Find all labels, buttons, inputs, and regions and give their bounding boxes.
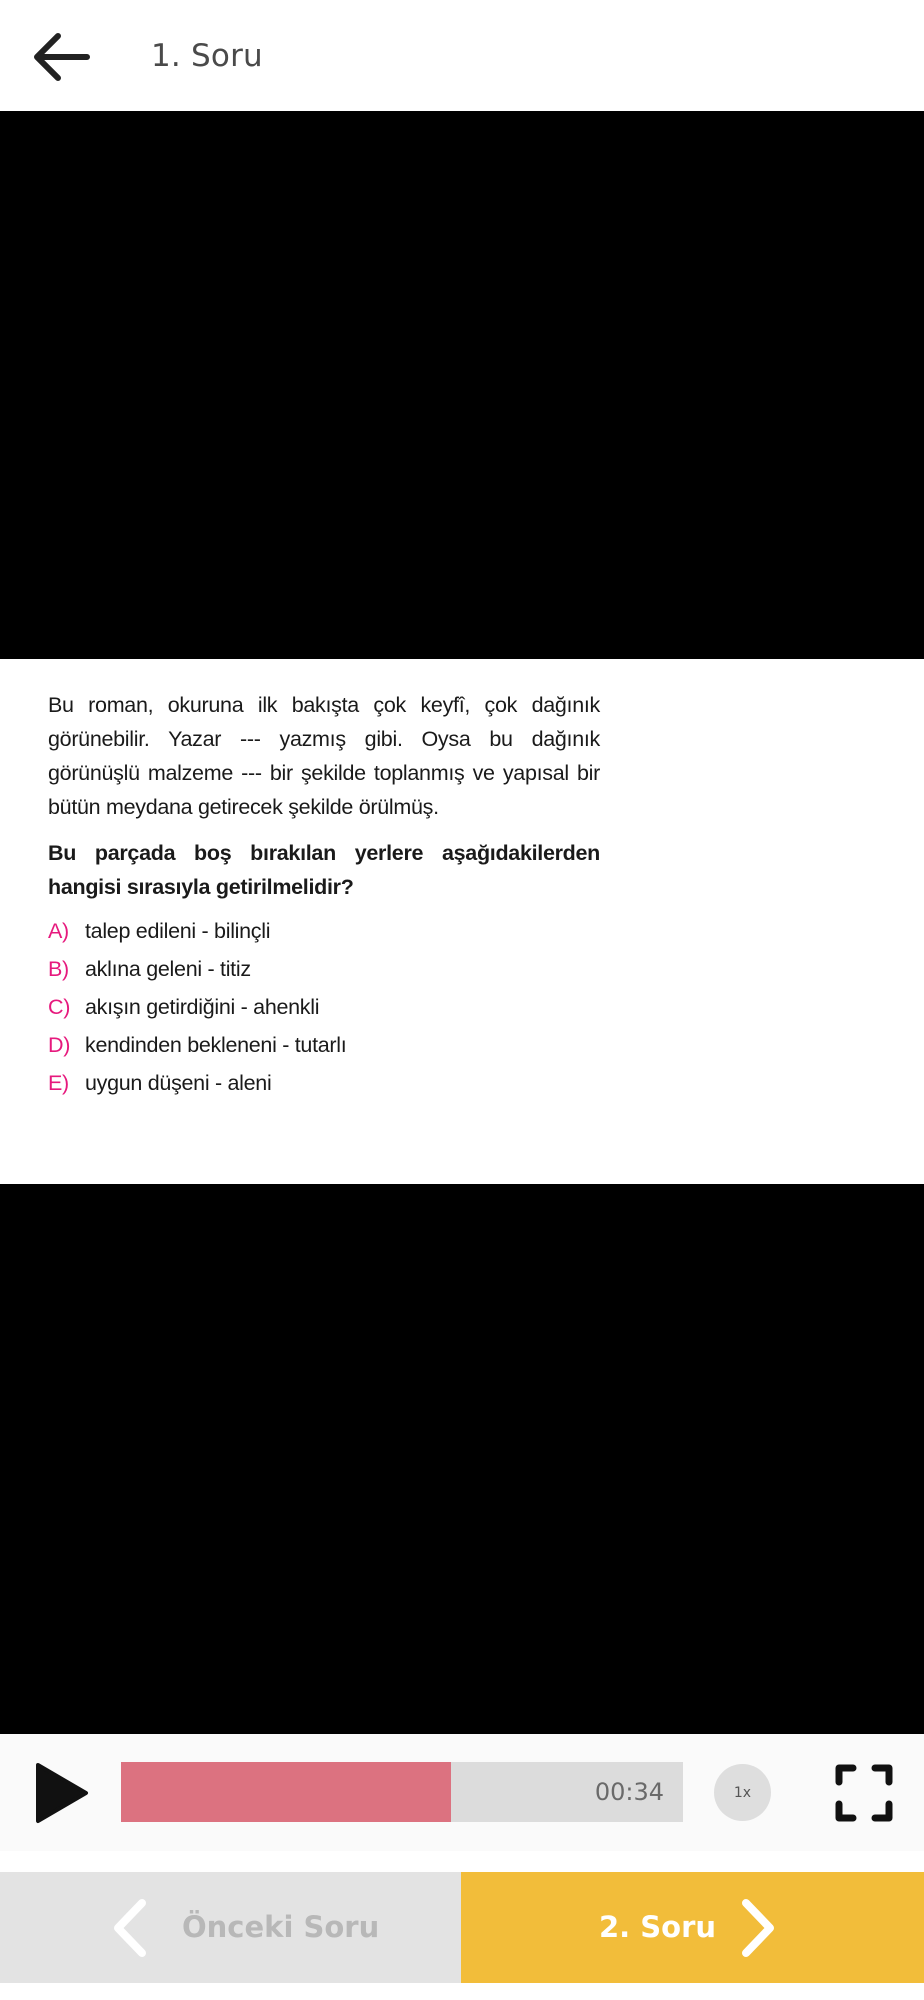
chevron-right-icon	[738, 1899, 778, 1957]
option-letter: C)	[48, 994, 71, 1019]
progress-bar[interactable]	[121, 1762, 683, 1822]
progress-fill	[121, 1762, 451, 1822]
video-area-bottom	[0, 1184, 924, 1734]
chevron-left-icon	[110, 1899, 150, 1957]
previous-question-button[interactable]	[0, 1872, 461, 1983]
option-letter: A)	[48, 918, 69, 943]
question-prompt: Bu parçada boş bırakılan yerlere aşağıdakilerden hangisi sırasıyla getirilmelidir?	[48, 841, 600, 899]
time-label: 00:34	[594, 1778, 664, 1806]
option-letter: D)	[48, 1032, 71, 1057]
option-text: kendinden bekleneni - tutarlı	[85, 1032, 347, 1057]
play-icon	[32, 1761, 92, 1825]
answer-options	[48, 912, 608, 1102]
previous-question-label: Önceki Soru	[182, 1910, 380, 1944]
play-button[interactable]	[32, 1761, 92, 1825]
option-text: aklına geleni - titiz	[85, 956, 251, 981]
option-c	[48, 988, 608, 1026]
fullscreen-button[interactable]	[835, 1764, 893, 1822]
speed-button[interactable]: 1x	[714, 1764, 771, 1821]
option-letter: E)	[48, 1070, 69, 1095]
arrow-left-icon	[31, 32, 91, 82]
option-d	[48, 1026, 608, 1064]
fullscreen-icon	[835, 1764, 893, 1822]
option-text: akışın getirdiğini - ahenkli	[85, 994, 320, 1019]
option-b	[48, 950, 608, 988]
option-letter: B)	[48, 956, 69, 981]
question-frame	[0, 659, 924, 1184]
question-passage: Bu roman, okuruna ilk bakışta çok keyfî, çok dağınık görünebilir. Yazar --- yazmış gibi. Oysa bu dağınık görünüşlü malzeme --- bir şekilde toplanmış ve yapısal bir bütün meydana getirecek şekilde örülmüş.	[48, 693, 600, 819]
option-a	[48, 912, 608, 950]
page-title: 1. Soru	[151, 38, 263, 74]
option-e	[48, 1064, 608, 1102]
top-bar	[0, 0, 924, 111]
video-area-top	[0, 111, 924, 659]
back-button[interactable]	[28, 26, 94, 88]
next-question-label: 2. Soru	[599, 1910, 717, 1944]
option-text: uygun düşeni - aleni	[85, 1070, 272, 1095]
next-question-button[interactable]	[461, 1872, 924, 1983]
option-text: talep edileni - bilinçli	[85, 918, 271, 943]
video-controls	[0, 1734, 924, 1851]
